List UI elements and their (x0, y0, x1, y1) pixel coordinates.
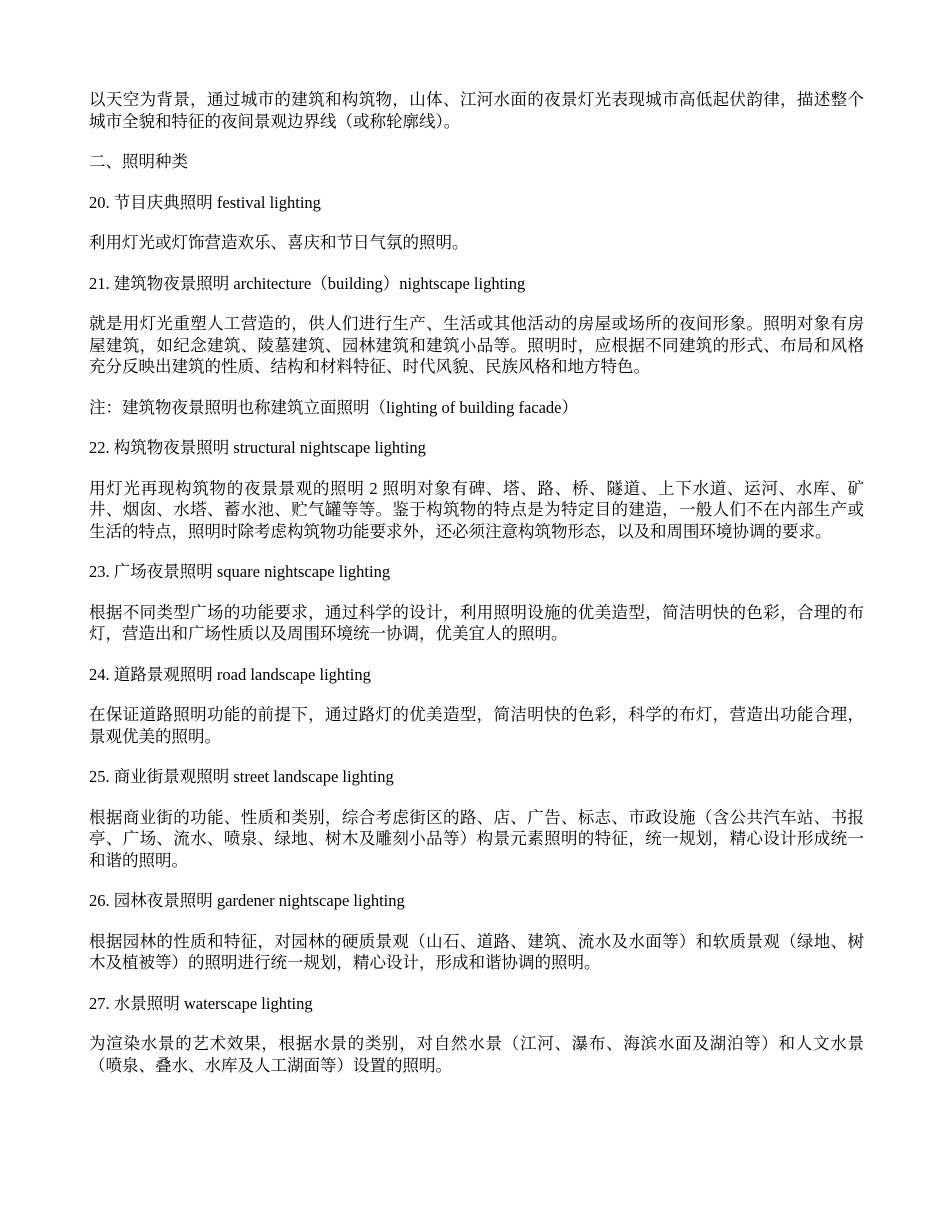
term-heading-21: 21. 建筑物夜景照明 architecture（building）nightscape lighting (89, 273, 526, 293)
term-heading-27: 27. 水景照明 waterscape lighting (89, 993, 313, 1013)
term-heading-25: 25. 商业街景观照明 street landscape lighting (89, 767, 394, 786)
term-heading-22: 22. 构筑物夜景照明 structural nightscape lighting (89, 438, 426, 457)
section-heading-lighting-types: 二、照明种类 (89, 152, 188, 171)
term-heading-23: 23. 广场夜景照明 square nightscape lighting (89, 562, 391, 581)
term-definition-24: 在保证道路照明功能的前提下，通过路灯的优美造型，简洁明快的色彩，科学的布灯，营造出功能合理，景观优美的照明。 (89, 705, 864, 746)
term-heading-20: 20. 节目庆典照明 festival lighting (89, 192, 321, 212)
term-definition-20: 利用灯光或灯饰营造欢乐、喜庆和节日气氛的照明。 (89, 233, 469, 252)
paragraph-skyline-definition: 以天空为背景，通过城市的建筑和构筑物，山体、江河水面的夜景灯光表现城市高低起伏韵律，描述整个城市全貌和特征的夜间景观边界线（或称轮廓线）。 (89, 90, 864, 131)
term-heading-24: 24. 道路景观照明 road landscape lighting (89, 664, 371, 684)
term-definition-25: 根据商业街的功能、性质和类别，综合考虑街区的路、店、广告、标志、市政设施（含公共汽车站、书报亭、广场、流水、喷泉、绿地、树木及雕刻小品等）构景元素照明的特征，统一规划，精心设计形成统一和谐的照明。 (89, 807, 864, 870)
term-definition-22: 用灯光再现构筑物的夜景景观的照明 2 照明对象有碑、塔、路、桥、隧道、上下水道、运河、水库、矿井、烟囱、水塔、蓄水池、贮气罐等等。鉴于构筑物的特点是为特定目的建造，一般人们不在内部生产或生活的特点，照明时除考虑构筑物功能要求外，还必须注意构筑物形态，以及和周围环境协调的要求。 (89, 478, 864, 541)
term-definition-23: 根据不同类型广场的功能要求，通过科学的设计，利用照明设施的优美造型，简洁明快的色彩，合理的布灯，营造出和广场性质以及周围环境统一协调，优美宜人的照明。 (89, 602, 864, 643)
term-note-21: 注：建筑物夜景照明也称建筑立面照明（lighting of building facade） (89, 397, 578, 417)
term-definition-26: 根据园林的性质和特征，对园林的硬质景观（山石、道路、建筑、流水及水面等）和软质景观（绿地、树木及植被等）的照明进行统一规划，精心设计，形成和谐协调的照明。 (89, 931, 864, 972)
term-definition-21: 就是用灯光重塑人工营造的，供人们进行生产、生活或其他活动的房屋或场所的夜间形象。照明对象有房屋建筑，如纪念建筑、陵墓建筑、园林建筑和建筑小品等。照明时，应根据不同建筑的形式、布局和风格充分反映出建筑的性质、结构和材料特征、时代风貌、民族风格和地方特色。 (89, 314, 864, 376)
term-heading-26: 26. 园林夜景照明 gardener nightscape lighting (89, 891, 405, 910)
document-page (89, 89, 864, 1095)
term-definition-27: 为渲染水景的艺术效果，根据水景的类别，对自然水景（江河、瀑布、海滨水面及湖泊等）和人文水景（喷泉、叠水、水库及人工湖面等）设置的照明。 (89, 1034, 864, 1075)
